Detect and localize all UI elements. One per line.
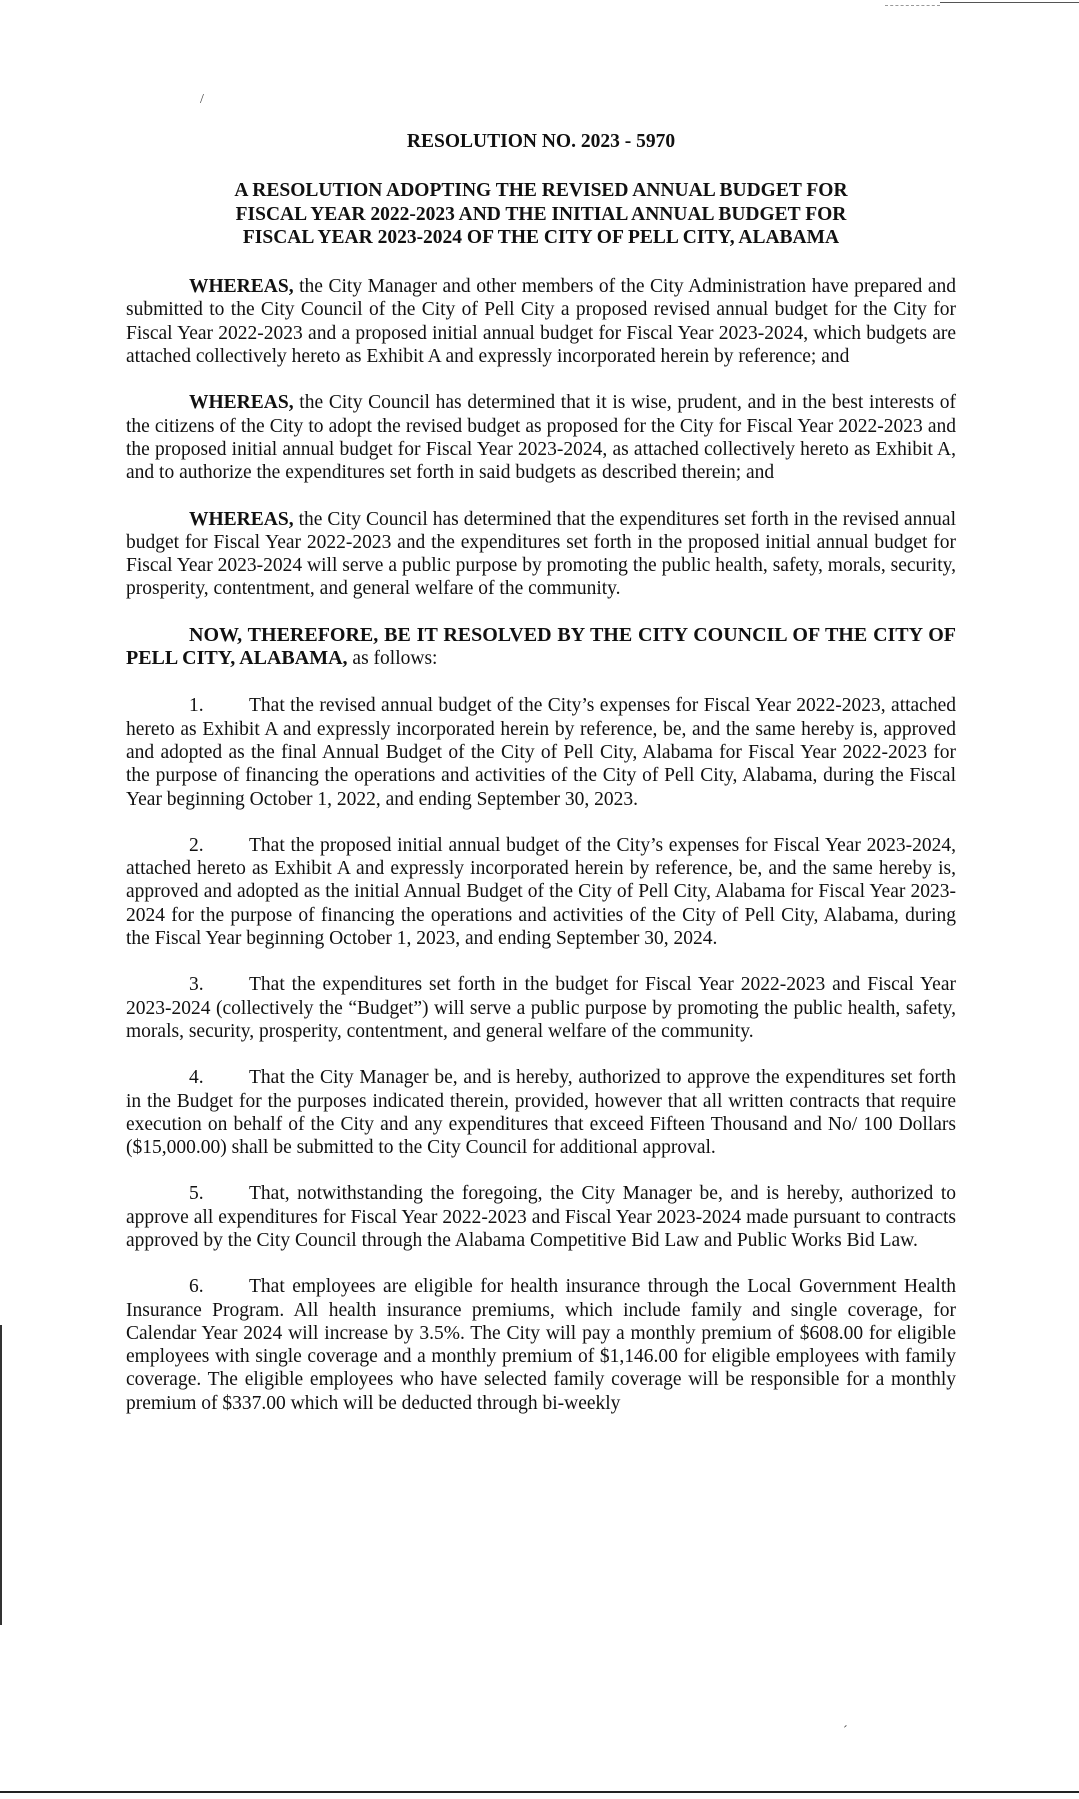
resolution-item	[126, 1275, 956, 1415]
resolved-lead: NOW, THEREFORE, BE IT RESOLVED BY THE CITY COUNCIL OF THE CITY OF PELL CITY, ALABAMA,	[126, 623, 956, 670]
whereas-paragraph	[126, 508, 956, 601]
whereas-paragraph	[126, 391, 956, 484]
whereas-text: the City Council has determined that the expenditures set forth in the revised annual budget for Fiscal Year 2022-2023 and the expenditures set forth in the proposed initial annual budget for Fiscal Year 2023-2024 will serve a public purpose by promoting the public health, safety, morals, security, prosperity, contentment, and general welfare of the community.	[126, 508, 956, 600]
resolved-text: as follows:	[347, 648, 438, 670]
scan-artifact-bottom-line	[0, 1791, 1079, 1793]
item-number: 6.	[189, 1276, 204, 1298]
item-text: That, notwithstanding the foregoing, the City Manager be, and is hereby, authorized to approve all expenditures for Fiscal Year 2022-2023 and Fiscal Year 2023-2024 made pursuant to contracts approved by the City Council through the Alabama Competitive Bid Law and Public Works Bid Law.	[126, 1183, 956, 1251]
resolution-number: RESOLUTION NO. 2023 - 5970	[406, 131, 676, 152]
scan-artifact-top-dash	[885, 5, 940, 7]
whereas-lead: WHEREAS,	[189, 276, 294, 298]
resolution-item	[126, 1182, 956, 1252]
item-text: That the revised annual budget of the City’s expenses for Fiscal Year 2022-2023, attached hereto as Exhibit A and expressly incorporated herein by reference, be, and the same hereby is, approved and adopted as the final Annual Budget of the City of Pell City, Alabama for Fiscal Year 2022-2023 for the purpose of financing the operations and activities of the City of Pell City, Alabama, during the Fiscal Year beginning October 1, 2022, and ending September 30, 2023.	[126, 695, 956, 810]
title-line: FISCAL YEAR 2022-2023 AND THE INITIAL ANNUAL BUDGET FOR	[235, 203, 847, 225]
resolution-item	[126, 1066, 956, 1159]
whereas-lead: WHEREAS,	[189, 508, 294, 530]
stray-mark-top: /	[200, 92, 204, 107]
title-line: FISCAL YEAR 2023-2024 OF THE CITY OF PELL CITY, ALABAMA	[242, 226, 840, 248]
whereas-paragraph	[126, 275, 956, 368]
item-text: That the City Manager be, and is hereby, authorized to approve the expenditures set forth in the Budget for the purposes indicated therein, provided, however that all written contracts that require execution on behalf of the City and any expenditures that exceed Fifteen Thousand and No/ 100 Dollars ($15,000.00) shall be submitted to the City Council for additional approval.	[126, 1067, 956, 1159]
document-body	[126, 130, 956, 1438]
item-number: 2.	[189, 834, 204, 856]
item-text: That the proposed initial annual budget of the City’s expenses for Fiscal Year 2023-2024, attached hereto as Exhibit A and expressly incorporated herein by reference, be, and the same hereby is, approved and adopted as the initial Annual Budget of the City of Pell City, Alabama for Fiscal Year 2023-2024 for the purpose of financing the operations and activities of the City of Pell City, Alabama, during the Fiscal Year beginning October 1, 2023, and ending September 30, 2024.	[126, 834, 956, 950]
item-number: 1.	[189, 695, 204, 717]
whereas-lead: WHEREAS,	[189, 392, 294, 414]
whereas-text: the City Council has determined that it is wise, prudent, and in the best interests of the citizens of the City to adopt the revised budget as proposed for the City for Fiscal Year 2022-2023 and the proposed initial annual budget for Fiscal Year 2023-2024, as attached collectively hereto as Exhibit A, and to authorize the expenditures set forth in said budgets as described therein; and	[126, 392, 956, 484]
item-text: That the expenditures set forth in the budget for Fiscal Year 2022-2023 and Fiscal Year 2023-2024 (collectively the “Budget”) will serve a public purpose by promoting the public health, safety, morals, security, prosperity, contentment, and general welfare of the community.	[126, 974, 956, 1042]
item-text: That employees are eligible for health insurance through the Local Government Health Insurance Program. All health insurance premiums, which include family and single coverage, for Calendar Year 2024 will increase by 3.5%. The City will pay a monthly premium of $608.00 for eligible employees with single coverage and a monthly premium of $1,146.00 for eligible employees with family coverage. The eligible employees who have selected family coverage will be responsible for a monthly premium of $337.00 which will be deducted through bi-weekly	[126, 1276, 956, 1414]
stray-mark-bottom: ˊ	[843, 1724, 848, 1739]
resolution-title	[126, 179, 956, 249]
resolved-clause	[126, 624, 956, 671]
resolution-item	[126, 694, 956, 810]
item-number: 4.	[189, 1067, 204, 1089]
whereas-text: the City Manager and other members of the City Administration have prepared and submitted to the City Council of the City of Pell City a proposed revised annual budget for the City for Fiscal Year 2022-2023 and a proposed initial annual budget for Fiscal Year 2023-2024, which budgets are attached collectively hereto as Exhibit A and expressly incorporated herein by reference; and	[126, 276, 956, 368]
item-number: 5.	[189, 1183, 204, 1205]
resolution-item	[126, 973, 956, 1043]
scan-artifact-left-edge	[0, 1325, 2, 1625]
scan-artifact-top-line	[940, 2, 1079, 3]
item-number: 3.	[189, 974, 204, 996]
title-line: A RESOLUTION ADOPTING THE REVISED ANNUAL BUDGET FOR	[234, 180, 848, 202]
resolution-item	[126, 834, 956, 950]
